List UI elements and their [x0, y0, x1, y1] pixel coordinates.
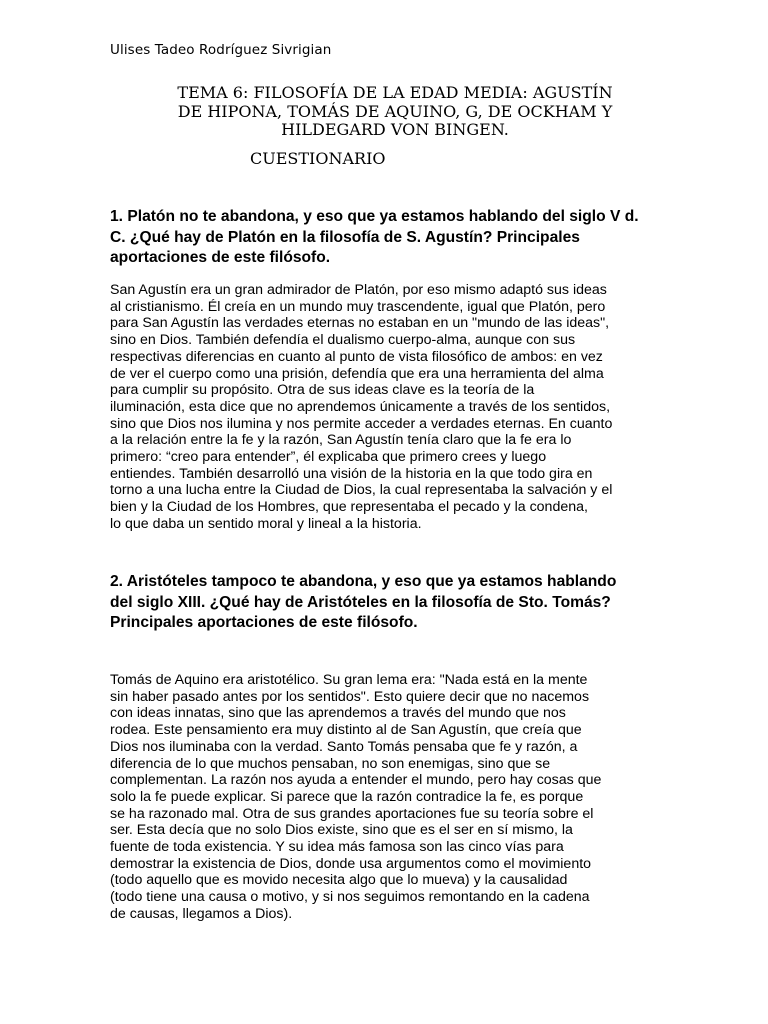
question-1-answer	[110, 282, 670, 533]
answer-line: con ideas innatas, sino que las aprendemos a través del mundo que nos	[110, 705, 566, 722]
answer-line: demostrar la existencia de Dios, donde usa argumentos como el movimiento	[110, 855, 592, 872]
answer-line: diferencia de lo que muchos pensaban, no son enemigas, sino que se	[110, 755, 551, 772]
question-line: 2. Aristóteles tampoco te abandona, y eso que ya estamos hablando	[110, 573, 617, 590]
question-line: C. ¿Qué hay de Platón en la filosofía de S. Agustín? Principales	[110, 228, 580, 246]
answer-line: al cristianismo. Él creía en un mundo muy trascendente, igual que Platón, pero	[110, 298, 606, 315]
answer-line: rodea. Este pensamiento era muy distinto al de San Agustín, que creía que	[110, 722, 582, 739]
question-line: del siglo XIII. ¿Qué hay de Aristóteles en la filosofía de Sto. Tomás?	[110, 593, 611, 611]
question-line: 1. Platón no te abandona, y eso que ya estamos hablando del siglo V d.	[110, 208, 639, 225]
answer-line: para cumplir su propósito. Otra de sus ideas clave es la teoría de la	[110, 382, 535, 399]
question-2-prompt	[110, 572, 670, 634]
answer-line: (todo tiene una causa o motivo, y si nos seguimos remontando en la cadena	[110, 889, 590, 906]
answer-line: iluminación, esta dice que no aprendemos únicamente a través de los sentidos,	[110, 398, 611, 415]
title-line: TEMA 6: FILOSOFÍA DE LA EDAD MEDIA: AGUSTÍN	[177, 83, 613, 102]
answer-line: para San Agustín las verdades eternas no estaban en un "mundo de las ideas",	[110, 315, 610, 332]
answer-line: de ver el cuerpo como una prisión, defendía que era una herramienta del alma	[110, 365, 604, 382]
answer-line: primero: “creo para entender”, él explicaba que primero crees y luego	[110, 449, 547, 466]
answer-line: lo que daba un sentido moral y lineal a la historia.	[110, 515, 422, 532]
answer-line: (todo aquello que es movido necesita algo que lo mueva) y la causalidad	[110, 872, 568, 889]
title-line: DE HIPONA, TOMÁS DE AQUINO, G, DE OCKHAM Y	[177, 101, 613, 121]
answer-line: entiendes. También desarrolló una visión de la historia en la que todo gira en	[110, 465, 593, 482]
answer-line: San Agustín era un gran admirador de Platón, por eso mismo adaptó sus ideas	[110, 282, 607, 298]
answer-line: bien y la Ciudad de los Hombres, que representaba el pecado y la condena,	[110, 499, 588, 516]
answer-line: Tomás de Aquino era aristotélico. Su gran lema era: "Nada está en la mente	[110, 672, 588, 688]
answer-line: solo la fe puede explicar. Si parece que la razón contradice la fe, es porque	[110, 788, 584, 805]
question-line: Principales aportaciones de este filósofo.	[110, 614, 418, 632]
title-line: HILDEGARD VON BINGEN.	[281, 120, 509, 139]
document-subtitle: CUESTIONARIO	[250, 149, 386, 168]
question-1-prompt	[110, 207, 670, 269]
document-title	[110, 84, 680, 140]
answer-line: de causas, llegamos a Dios).	[110, 905, 293, 922]
answer-line: fuente de toda existencia. Y su idea más famosa son las cinco vías para	[110, 839, 564, 856]
answer-line: complementan. La razón nos ayuda a entender el mundo, pero hay cosas que	[110, 772, 602, 789]
answer-line: sin haber pasado antes por los sentidos". Esto quiere decir que no nacemos	[110, 688, 590, 705]
answer-line: respectivas diferencias en cuanto al punto de vista filosófico de ambos: en vez	[110, 348, 603, 365]
question-2-answer	[110, 672, 670, 923]
question-line: aportaciones de este filósofo.	[110, 249, 331, 267]
author-name: Ulises Tadeo Rodríguez Sivrigian	[110, 42, 332, 58]
answer-line: se ha razonado mal. Otra de sus grandes aportaciones fue su teoría sobre el	[110, 805, 594, 822]
answer-line: a la relación entre la fe y la razón, San Agustín tenía claro que la fe era lo	[110, 432, 572, 449]
answer-line: ser. Esta decía que no solo Dios existe, sino que es el ser en sí mismo, la	[110, 822, 573, 839]
answer-line: sino en Dios. También defendía el dualismo cuerpo-alma, aunque con sus	[110, 332, 576, 349]
answer-line: Dios nos iluminaba con la verdad. Santo Tomás pensaba que fe y razón, a	[110, 738, 578, 755]
answer-line: torno a una lucha entre la Ciudad de Dios, la cual representaba la salvación y el	[110, 482, 613, 499]
answer-line: sino que Dios nos ilumina y nos permite acceder a verdades eternas. En cuanto	[110, 415, 613, 432]
